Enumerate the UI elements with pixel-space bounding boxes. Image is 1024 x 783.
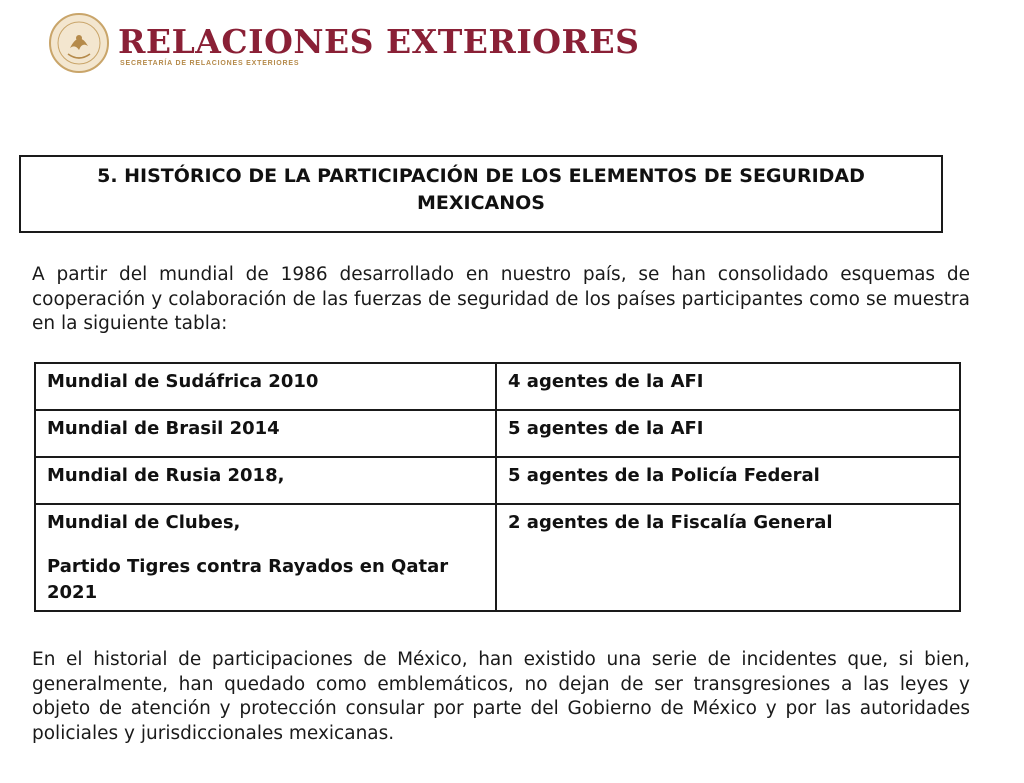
agents-cell: 4 agentes de la AFI bbox=[496, 363, 960, 410]
event-cell: Mundial de Brasil 2014 bbox=[35, 410, 496, 457]
security-participation-table bbox=[34, 362, 961, 612]
national-seal-logo bbox=[48, 12, 110, 74]
brand-subtitle: SECRETARÍA DE RELACIONES EXTERIORES bbox=[120, 60, 300, 67]
closing-paragraph: En el historial de participaciones de México, han existido una serie de incidentes que, si bien, generalmente, han quedado como emblemáticos, no dejan de ser transgresiones a las leyes y objeto de atención y protección consular por parte del Gobierno de México y por las autoridades policiales y jurisdiccionales mexicanas. bbox=[32, 649, 970, 744]
section-heading-box bbox=[19, 155, 943, 233]
intro-paragraph: A partir del mundial de 1986 desarrollado en nuestro país, se han consolidado esquemas de cooperación y colaboración de las fuerzas de seguridad de los países participantes como se muestra en la siguiente tabla: bbox=[32, 264, 970, 334]
event-cell: Mundial de Rusia 2018, bbox=[35, 457, 496, 504]
agents-cell: 5 agentes de la Policía Federal bbox=[496, 457, 960, 504]
event-name: Mundial de Clubes, bbox=[47, 512, 241, 533]
event-detail: Partido Tigres contra Rayados en Qatar 2021 bbox=[47, 556, 449, 603]
agents-cell: 5 agentes de la AFI bbox=[496, 410, 960, 457]
letterhead bbox=[48, 12, 668, 78]
section-title: 5. HISTÓRICO DE LA PARTICIPACIÓN DE LOS ELEMENTOS DE SEGURIDAD MEXICANOS bbox=[97, 165, 865, 214]
table-row bbox=[35, 363, 960, 410]
table-row bbox=[35, 410, 960, 457]
brand-title: RELACIONES EXTERIORES bbox=[118, 22, 640, 61]
event-cell: Mundial de Sudáfrica 2010 bbox=[35, 363, 496, 410]
table-row bbox=[35, 504, 960, 611]
table-row bbox=[35, 457, 960, 504]
event-cell bbox=[35, 504, 496, 611]
agents-cell: 2 agentes de la Fiscalía General bbox=[496, 504, 960, 611]
